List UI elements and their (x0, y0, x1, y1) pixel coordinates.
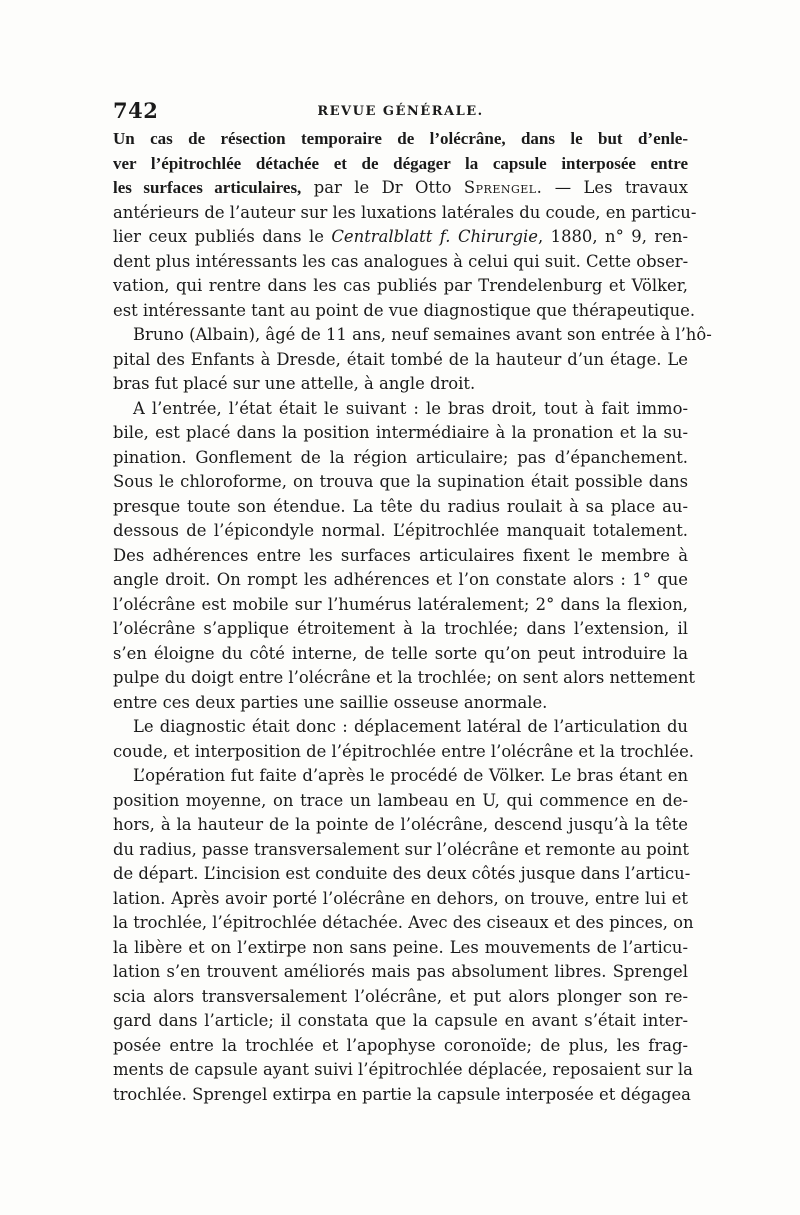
text-run: coude, et interposition de l’épitrochlée entre l’olécrâne et la trochlée. (113, 741, 694, 761)
text-line (113, 299, 696, 324)
text-run: pital des Enfants à Dresde, était tombé de la hauteur d’un étage. Le (113, 349, 688, 369)
text-run: l’olécrâne est mobile sur l’humérus latéralement; 2° dans la flexion, (113, 594, 688, 614)
text-run: pination. Gonflement de la région articulaire; pas d’épanchement. (113, 447, 688, 467)
text-run: Sprengel. (463, 178, 543, 197)
text-run: les surfaces articulaires, (113, 178, 302, 197)
text-line (113, 715, 688, 740)
text-run: dessous de l’épicondyle normal. L’épitrochlée manquait totalement. (113, 521, 688, 540)
text-line (113, 372, 688, 397)
text-line (113, 642, 688, 667)
text-line (113, 544, 688, 569)
text-line (113, 495, 688, 520)
text-run: L’opération fut faite d’après le procédé de Völker. Le bras étant en (133, 766, 688, 785)
text-line (113, 887, 688, 912)
text-run: du radius, passe transversalement sur l’olécrâne et remonte au point (113, 839, 689, 859)
text-run: lier ceux publiés dans le (113, 227, 332, 246)
text-run: ver l’épitrochlée détachée et de dégager la capsule interposée entre (113, 153, 688, 173)
text-line (113, 862, 691, 887)
text-line (113, 985, 688, 1010)
text-run: Sous le chloroforme, on trouva que la supination était possible dans (113, 472, 688, 491)
text-run: l’olécrâne s’applique étroitement à la trochlée; dans l’extension, il (113, 619, 688, 638)
text-run: angle droit. On rompt les adhérences et l’on constate alors : 1° que (113, 570, 688, 589)
text-line (113, 176, 688, 201)
text-line (113, 152, 688, 177)
text-run: bras fut placé sur une attelle, à angle droit. (113, 374, 476, 393)
text-run: de départ. L’incision est conduite des deux côtés jusque dans l’articu- (113, 864, 691, 883)
text-run: , 1880, n° 9, ren- (537, 227, 689, 246)
text-run: lation s’en trouvent améliorés mais pas absolument libres. Sprengel (113, 962, 688, 981)
page-header (113, 98, 688, 124)
text-run: Un cas de résection temporaire de l’olécrâne, dans le but d’enle- (113, 129, 688, 148)
text-run: est intéressante tant au point de vue diagnostique que thérapeutique. (113, 300, 696, 320)
text-run: Le diagnostic était donc : déplacement latéral de l’articulation du (133, 717, 688, 736)
text-line (113, 323, 712, 348)
text-run: lation. Après avoir porté l’olécrâne en dehors, on trouve, entre lui et (113, 888, 688, 908)
text-line (113, 250, 688, 275)
text-line (113, 1058, 693, 1083)
text-line (113, 1083, 691, 1108)
text-line (113, 274, 688, 299)
text-run: Des adhérences entre les surfaces articulaires fixent le membre à (113, 545, 688, 565)
text-line (113, 397, 688, 422)
text-run: entre ces deux parties une saillie osseuse anormale. (113, 692, 548, 712)
text-run: antérieurs de l’auteur sur les luxations latérales du coude, en particu- (113, 202, 697, 222)
text-run: A l’entrée, l’état était le suivant : le bras droit, tout à fait immo- (133, 398, 688, 418)
text-run: la trochlée, l’épitrochlée détachée. Avec des ciseaux et des pinces, on (113, 913, 694, 932)
text-line (113, 127, 688, 152)
text-run: trochlée. Sprengel extirpa en partie la capsule interposée et dégagea (113, 1084, 691, 1104)
text-run: scia alors transversalement l’olécrâne, et put alors plonger son re- (113, 986, 688, 1006)
text-line (113, 740, 694, 765)
text-run: gard dans l’article; il constata que la capsule en avant s’était inter- (113, 1011, 688, 1030)
text-run: bile, est placé dans la position intermédiaire à la pronation et la su- (113, 423, 688, 442)
text-line (113, 960, 688, 985)
text-line (113, 348, 688, 373)
text-line (113, 911, 694, 936)
text-line (113, 1034, 688, 1059)
text-run: pulpe du doigt entre l’olécrâne et la trochlée; on sent alors nettement (113, 668, 696, 687)
text-line (113, 446, 688, 471)
text-run: presque toute son étendue. La tête du radius roulait à sa place au- (113, 496, 688, 516)
text-line (113, 568, 688, 593)
text-line (113, 225, 688, 250)
text-run: s’en éloigne du côté interne, de telle sorte qu’on peut introduire la (113, 643, 688, 663)
text-line (113, 764, 688, 789)
text-line (113, 789, 688, 814)
text-run: — Les travaux (542, 178, 688, 197)
text-line (113, 691, 688, 716)
text-run: posée entre la trochlée et l’apophyse coronoïde; de plus, les frag- (113, 1035, 688, 1055)
article-body (113, 127, 712, 1107)
text-line (113, 470, 688, 495)
text-line (113, 617, 688, 642)
text-run: Centralblatt f. Chirurgie (331, 227, 538, 246)
text-line (113, 1009, 688, 1034)
text-line (113, 519, 688, 544)
text-line (113, 666, 696, 691)
text-run: ments de capsule ayant suivi l’épitrochlée déplacée, reposaient sur la (113, 1060, 693, 1079)
text-line (113, 421, 688, 446)
text-run: la libère et on l’extirpe non sans peine. Les mouvements de l’articu- (113, 937, 688, 957)
text-line (113, 593, 688, 618)
text-line (113, 936, 688, 961)
text-line (113, 838, 688, 863)
text-run: hors, à la hauteur de la pointe de l’olécrâne, descend jusqu’à la tête (113, 815, 688, 834)
text-run: vation, qui rentre dans les cas publiés par Trendelenburg et Völker, (113, 276, 688, 295)
text-line (113, 201, 697, 226)
text-run: Bruno (Albain), âgé de 11 ans, neuf semaines avant son entrée à l’hô- (133, 325, 712, 344)
text-run: position moyenne, on trace un lambeau en U, qui commence en de- (113, 790, 688, 810)
text-run: par le Dr Otto (301, 178, 464, 197)
text-run: dent plus intéressants les cas analogues à celui qui suit. Cette obser- (113, 251, 689, 271)
page-number: 742 (113, 98, 159, 123)
running-title: REVUE GÉNÉRALE. (317, 104, 484, 119)
text-line (113, 813, 688, 838)
